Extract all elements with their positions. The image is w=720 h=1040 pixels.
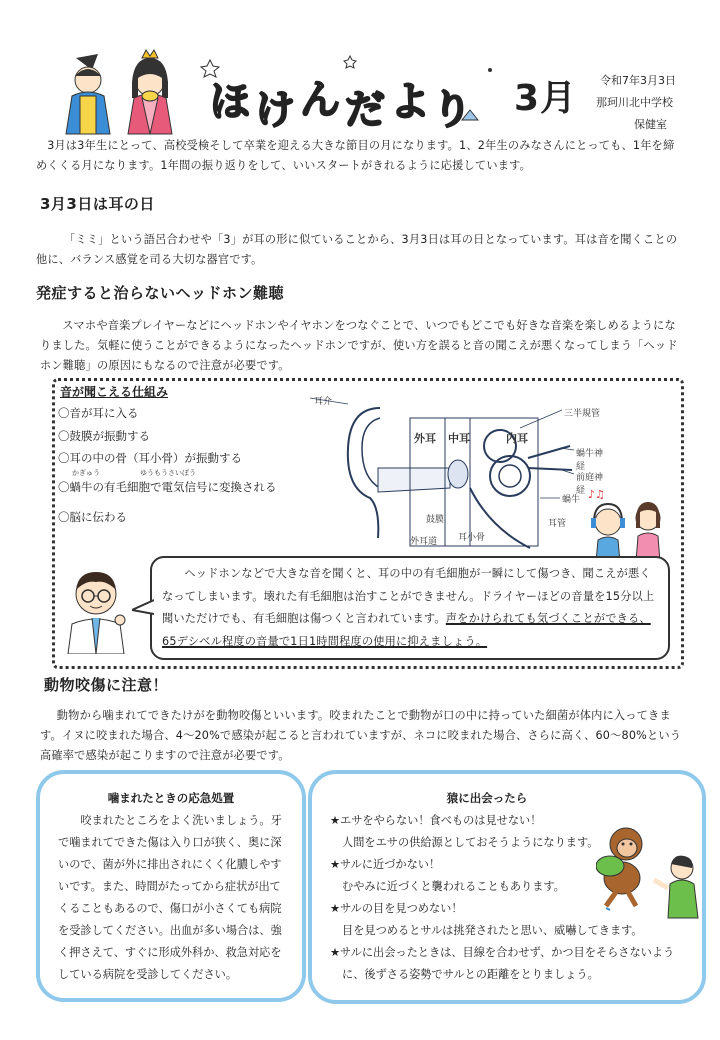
- label-vestibular-nerve: 前庭神経: [576, 473, 604, 496]
- monkey-item-sub: むやみに近づくと襲われることもあります。: [342, 880, 565, 893]
- bubble-text: [162, 563, 658, 653]
- ruby-yumo: ゆうもうさいぼう: [140, 468, 196, 477]
- office-name: 保健室: [634, 118, 667, 131]
- title-char: り: [432, 87, 472, 133]
- hina-dolls-illustration: [58, 48, 188, 136]
- monkey-item-sub: 人間をエサの供給源としておそうようになります。: [342, 836, 599, 849]
- label-canals: 三半規管: [564, 409, 601, 419]
- hearing-step: 〇鼓膜が振動する: [58, 428, 150, 443]
- ruby-kagyu: かぎゅう: [72, 468, 100, 477]
- monkey-item-head: ★サルに出会ったときは、目線を合わせず、かつ目をそらさないように、後ずさる姿勢でサルとの距離をとりましょう。: [330, 946, 675, 981]
- label-cochlea: 蝸牛: [562, 495, 581, 505]
- doctor-illustration: [62, 566, 132, 654]
- animal-bite-paragraph: 動物から噛まれてできたけがを動物咬傷といいます。咬まれたことで動物が口の中に持っていた細菌が体内に入ってきます。イヌに咬まれた場合、4～20%で感染が起こると言われていますが、ネコに咬まれた場合、さらに高く、60～80%という高確率で感染が起こりますので注意が必要です。: [40, 709, 682, 762]
- hearing-step: 〇蝸牛の有毛細胞で電気信号に変換される: [58, 479, 277, 494]
- label-ear-canal: 外耳道: [410, 537, 438, 547]
- doctor-speech-bubble: [150, 556, 670, 660]
- monkey-illustration: [596, 822, 706, 922]
- first-aid-body: 咬まれたところをよく洗いましょう。牙で噛まれてできた傷は入り口が狭く、奥に深いので、菌が外に排出されにくく化膿しやすいです。また、時間がたってから症状が出てくることもあるので、傷口が小さくても病院を受診してください。出血が多い場合は、強く押さえて、すぐに形成外科か、救急対応をしている病院を受診してください。: [58, 814, 282, 981]
- ear-day-heading: 3月3日は耳の日: [40, 195, 155, 213]
- label-ossicles: 耳小骨: [458, 533, 486, 543]
- title-char: よ: [390, 79, 430, 125]
- ear-day-paragraph: 「ミミ」という語呂合わせや「3」が耳の形に似ていることから、3月3日は耳の日となっています。耳は音を聞くことの他に、バランス感覚を司る大切な器官です。: [36, 233, 678, 266]
- monkey-item-head: ★エサをやらない！食べものは見せない！: [330, 814, 542, 827]
- hearing-step: 〇脳に伝わる: [58, 509, 127, 524]
- title-char: ほ: [210, 79, 250, 125]
- bubble-line-1: ヘッドホンなどで大きな音を聞くと、耳の中の有毛細胞が一瞬にして傷つき、聞こえが悪くなってしまいます。壊れた有毛細胞は治すことができません。ドライヤーほどの音量を15分以上聞いただけでも、有毛細胞は傷つくと言われています。: [162, 567, 655, 625]
- headphone-heading: 発症すると治らないヘッドホン難聴: [36, 284, 285, 302]
- label-auricle: 耳介: [314, 397, 333, 407]
- first-aid-panel: [36, 770, 306, 1002]
- monkey-item-head: ★サルに近づかない！: [330, 858, 441, 871]
- school-name: 那珂川北中学校: [596, 96, 673, 109]
- intro-paragraph: 3月は3年生にとって、高校受検そして卒業を迎える大きな節目の月になります。1、2年生のみなさんにとっても、1年を締めくくる月になります。1年間の振り返りをして、いいスタートがきれるように応援しています。: [36, 139, 675, 172]
- kids-headphones-illustration: [586, 484, 670, 562]
- bubble-tail-icon: [132, 598, 154, 618]
- label-outer-ear: 外耳: [414, 432, 436, 445]
- title-char: け: [255, 87, 295, 133]
- hearing-step: 〇音が耳に入る: [58, 406, 139, 420]
- label-middle-ear: 中耳: [448, 432, 470, 445]
- issue-date: 令和7年3月3日: [600, 74, 676, 87]
- label-cochlear-nerve: 蝸牛神経: [576, 449, 604, 472]
- title-char: ん: [300, 77, 340, 123]
- month-label: 3月: [514, 78, 578, 119]
- animal-bite-heading: 動物咬傷に注意！: [44, 676, 169, 694]
- hearing-step: 〇耳の中の骨（耳小骨）が振動する: [58, 451, 242, 465]
- first-aid-title: 噛まれたときの応急処置: [107, 791, 235, 805]
- hearing-title: 音が聞こえる仕組み: [60, 385, 169, 399]
- label-inner-ear: 内耳: [506, 432, 528, 445]
- ear-anatomy-diagram: [300, 388, 610, 553]
- label-eustachian-tube: 耳管: [548, 519, 567, 529]
- title-char: だ: [345, 87, 385, 133]
- svg-text:♪♫: ♪♫: [588, 488, 605, 501]
- monkey-item-head: ★サルの目を見つめない！: [330, 902, 463, 915]
- monkey-item-sub: 目を見つめるとサルは挑発されたと思い、威嚇してきます。: [342, 924, 643, 937]
- label-eardrum: 鼓膜: [426, 515, 445, 525]
- headphone-paragraph: スマホや音楽プレイヤーなどにヘッドホンやイヤホンをつなぐことで、いつでもどこでも好きな音楽を楽しめるようになりました。気軽に使うことができるようになったヘッドホンですが、使い方を誤ると音の聞こえが悪くなってしまう「ヘッドホン難聴」の原因にもなるので注意が必要です。: [40, 319, 678, 372]
- hearing-steps: [58, 402, 277, 528]
- newsletter-title: [200, 50, 500, 133]
- bubble-line-2: 声をかけられても気づくことができる、65デシベル程度の音量で1日1時間程度の使用に抑えましょう。: [162, 612, 651, 648]
- monkey-title: 猿に出会ったら: [446, 791, 528, 805]
